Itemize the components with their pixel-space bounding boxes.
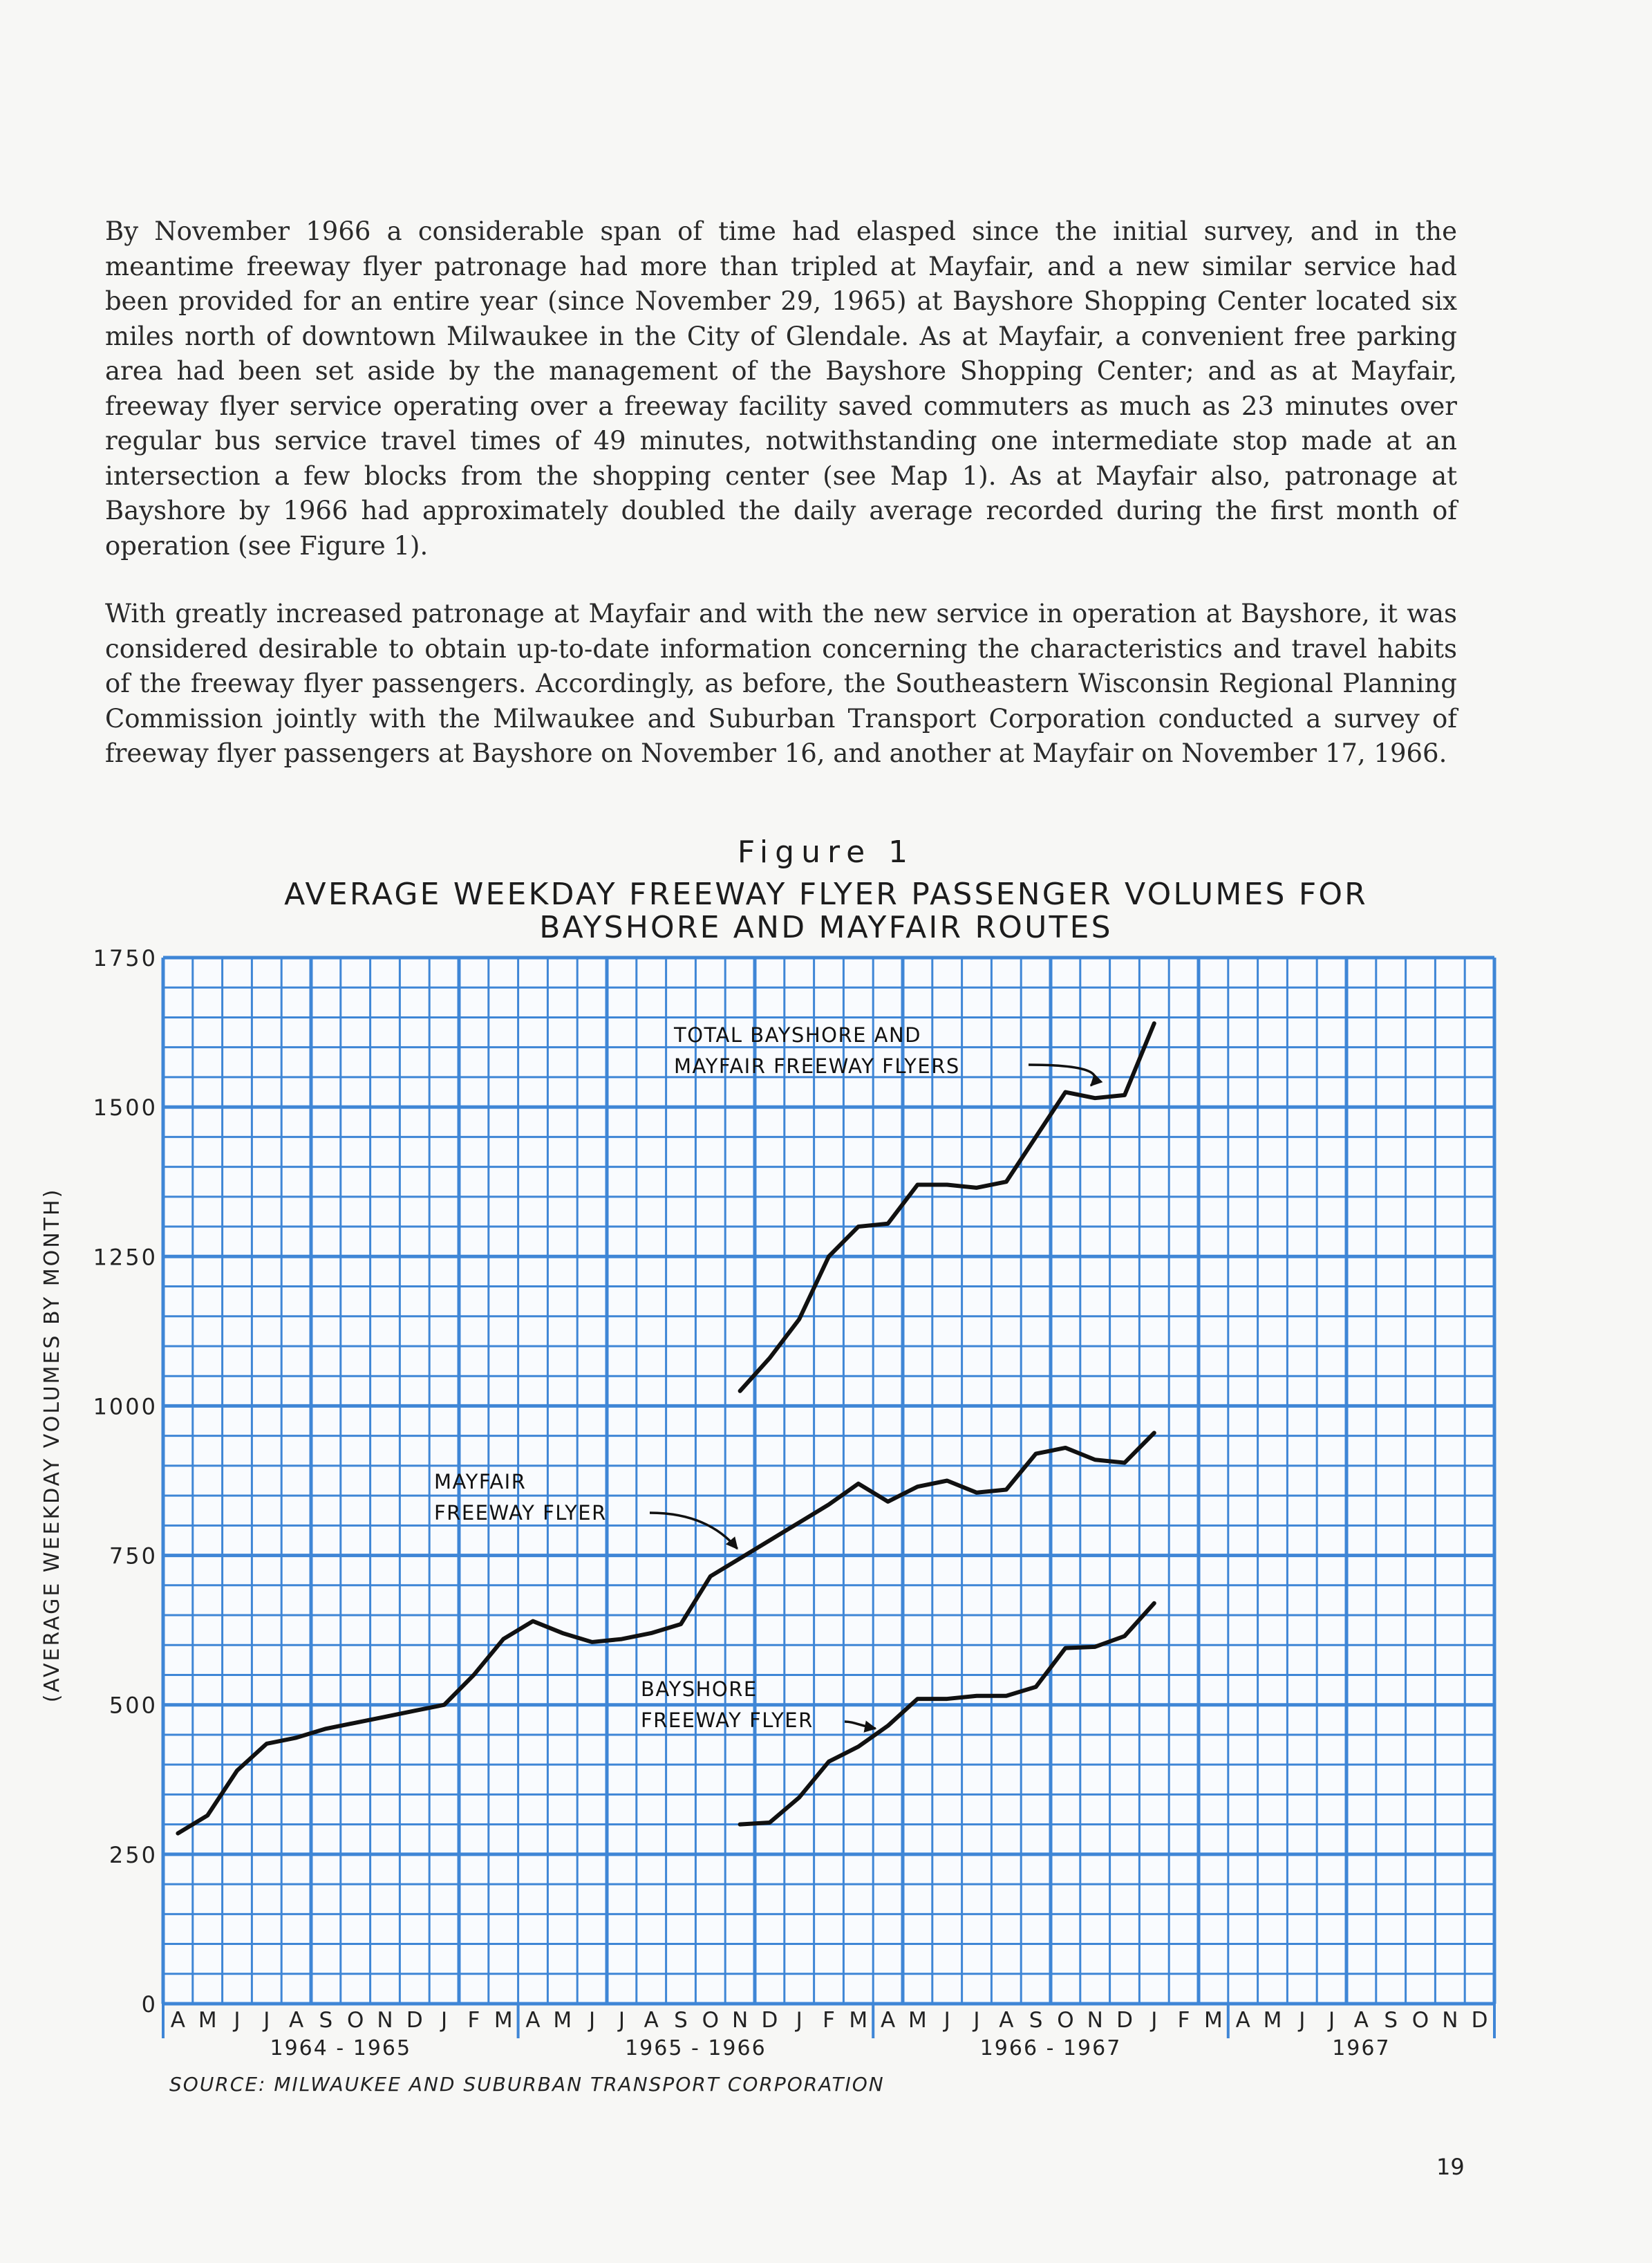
- x-tick-label: J: [263, 2008, 270, 2033]
- x-tick-label: J: [1151, 2008, 1158, 2033]
- x-tick-label: A: [288, 2008, 304, 2033]
- y-tick-label: 1000: [93, 1393, 158, 1420]
- x-tick-label: S: [674, 2008, 688, 2033]
- x-tick-label: F: [823, 2008, 835, 2033]
- x-tick-label: A: [170, 2008, 186, 2033]
- paragraph-1: By November 1966 a considerable span of time had elasped since the initial survey, and in the meantime freeway flyer patronage had more than tripled at Mayfair, and a new similar service had been provided for an entire year (since November 29, 1965) at Bayshore Shopping Center located six miles north of downtown Milwaukee in the City of Glendale. As at Mayfair, a convenient free parking area had been set aside by the management of the Bayshore Shopping Center; and as at Mayfair, freeway flyer service operating over a freeway facility saved commuters as much as 23 minutes over regular bus service travel times of 49 minutes, notwithstanding one intermediate stop made at an intersection a few blocks from the shopping center (see Map 1). As at Mayfair also, patronage at Bayshore by 1966 had approximately doubled the daily average recorded during the first month of operation (see Figure 1).: [105, 216, 1457, 561]
- annotation-bayshore-line: BAYSHORE: [641, 1677, 758, 1701]
- y-tick-label: 750: [109, 1543, 158, 1570]
- x-tick-label: J: [1299, 2008, 1306, 2033]
- y-tick-label: 1750: [93, 945, 158, 971]
- y-tick-label: 1250: [93, 1244, 158, 1271]
- x-tick-label: J: [618, 2008, 625, 2033]
- x-tick-label: N: [731, 2008, 749, 2033]
- annotation-mayfair-line: MAYFAIR: [434, 1470, 527, 1493]
- annotation-mayfair-line: FREEWAY FLYER: [434, 1501, 607, 1525]
- grid-background: [163, 958, 1494, 2004]
- x-tick-label: D: [1116, 2008, 1133, 2033]
- x-tick-label: O: [1057, 2008, 1074, 2033]
- y-tick-label: 1500: [93, 1095, 158, 1121]
- page-number: 19: [1436, 2154, 1465, 2180]
- figure-title-line-1: AVERAGE WEEKDAY FREEWAY FLYER PASSENGER VOLUMES FOR: [284, 877, 1368, 912]
- year-group-label: 1966 - 1967: [979, 2036, 1122, 2060]
- chart-grid: [163, 958, 1494, 2004]
- x-tick-label: N: [1087, 2008, 1103, 2033]
- y-tick-label: 250: [109, 1841, 158, 1868]
- x-tick-label: J: [234, 2008, 241, 2033]
- x-tick-label: O: [1411, 2008, 1429, 2033]
- year-group-label: 1964 - 1965: [270, 2036, 412, 2060]
- x-tick-label: S: [319, 2008, 333, 2033]
- x-tick-label: M: [908, 2008, 927, 2033]
- x-axis-months: [163, 2004, 1494, 2060]
- x-tick-label: D: [406, 2008, 423, 2033]
- x-tick-label: O: [346, 2008, 364, 2033]
- x-tick-label: M: [849, 2008, 868, 2033]
- x-tick-label: A: [1353, 2008, 1369, 2033]
- x-tick-label: J: [1329, 2008, 1335, 2033]
- source-note: SOURCE: MILWAUKEE AND SUBURBAN TRANSPORT CORPORATION: [169, 2073, 885, 2096]
- annotation-total-line: MAYFAIR FREEWAY FLYERS: [674, 1054, 960, 1078]
- annotation-total-line: TOTAL BAYSHORE AND: [674, 1023, 922, 1047]
- x-tick-label: M: [198, 2008, 217, 2033]
- y-tick-label: 0: [141, 1991, 158, 2018]
- x-tick-label: A: [1235, 2008, 1250, 2033]
- x-tick-label: J: [944, 2008, 950, 2033]
- x-tick-label: J: [441, 2008, 448, 2033]
- year-group-label: 1967: [1332, 2036, 1391, 2060]
- figure-title-line-2: BAYSHORE AND MAYFAIR ROUTES: [539, 910, 1113, 945]
- x-tick-label: S: [1029, 2008, 1043, 2033]
- x-tick-label: J: [796, 2008, 802, 2033]
- y-tick-label: 500: [109, 1692, 158, 1719]
- x-tick-label: F: [467, 2008, 480, 2033]
- y-axis-label: (AVERAGE WEEKDAY VOLUMES BY MONTH): [40, 1187, 64, 1703]
- x-tick-label: M: [1263, 2008, 1282, 2033]
- x-tick-label: N: [1442, 2008, 1458, 2033]
- y-axis-ticks: [93, 945, 158, 2018]
- x-tick-label: O: [702, 2008, 720, 2033]
- x-tick-label: N: [377, 2008, 393, 2033]
- figure-label: Figure 1: [737, 835, 915, 870]
- x-tick-label: M: [553, 2008, 572, 2033]
- x-tick-label: D: [1471, 2008, 1488, 2033]
- annotation-bayshore-line: FREEWAY FLYER: [641, 1708, 814, 1732]
- x-tick-label: J: [973, 2008, 980, 2033]
- x-tick-label: F: [1177, 2008, 1190, 2033]
- x-tick-label: S: [1384, 2008, 1398, 2033]
- x-tick-label: D: [761, 2008, 778, 2033]
- x-tick-label: A: [525, 2008, 541, 2033]
- x-tick-label: M: [1204, 2008, 1223, 2033]
- x-tick-label: A: [880, 2008, 896, 2033]
- x-tick-label: A: [644, 2008, 659, 2033]
- year-group-label: 1965 - 1966: [625, 2036, 767, 2060]
- x-tick-label: A: [999, 2008, 1014, 2033]
- x-tick-label: J: [589, 2008, 596, 2033]
- x-tick-label: M: [494, 2008, 513, 2033]
- paragraph-2: With greatly increased patronage at Mayfair and with the new service in operation at Bayshore, it was considered desirable to obtain up-to-date information concerning the characteristics and travel habits of the freeway flyer passengers. Accordingly, as before, the Southeastern Wisconsin Regional Planning Commission jointly with the Milwaukee and Suburban Transport Corporation conducted a survey of freeway flyer passengers at Bayshore on November 16, and another at Mayfair on November 17, 1966.: [105, 599, 1457, 768]
